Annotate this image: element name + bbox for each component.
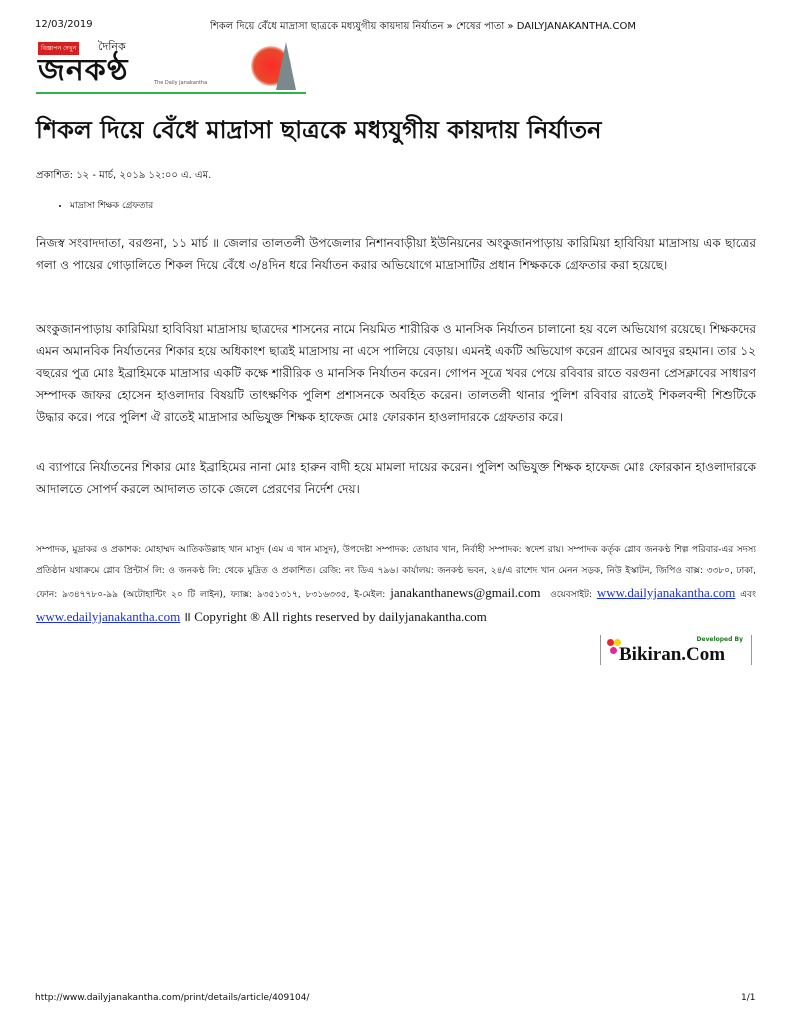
website-link[interactable]: www.dailyjanakantha.com xyxy=(596,585,736,600)
bullet-list xyxy=(56,198,153,213)
logo-english: The Daily Janakantha xyxy=(154,80,208,86)
imprint-text: সম্পাদক, মুদ্রাকর ও প্রকাশক: মোহাম্মদ আতিকউল্লাহ খান মাসুদ (এম এ খান মাসুদ), উপদেষ্টা সম্পাদক: তোয়াব খান, নির্বাহী সম্পাদক: স্বদেশ রায়। সম্পাদক কর্তৃক গ্লোব জনকণ্ঠ শিল্প পরিবার-এর সদস্য প্রতিষ্ঠান যথাক্রমে গ্লোব প্রিন্টার্স লি: ও জনকণ্ঠ লি: থেকে মুদ্রিত ও প্রকাশিত। রেজি: নং ডিএ ৭৯৬। কার্যালয়: জনকণ্ঠ ভবন, ২৪/এ রাশেদ খান মেনন সড়ক, নিউ ইস্কাটন, জিপিও বাক্স: ৩৩৮০, ঢাকা, ফোন: ৯৩৪৭৭৮০-৯৯ (অটোহান্টিং ২০ টি লাইন), ফ্যাক্স: ৯৩৫১৩১৭, ৮৩১৬৩৩৫, ই-মেইল: xyxy=(36,545,756,600)
print-url: http://www.dailyjanakantha.com/print/details/article/409104/ xyxy=(35,993,310,1003)
epaper-link[interactable]: www.edailyjanakantha.com xyxy=(36,609,181,624)
website-label: ওয়েবসাইট: xyxy=(550,590,592,600)
print-title: শিকল দিয়ে বেঁধে মাদ্রাসা ছাত্রকে মধ্যযুগীয় কায়দায় নির্যাতন » শেষের পাতা » DAILYJANAKANTHA.COM xyxy=(210,21,636,32)
copyright: ॥ Copyright ® All rights reserved by dailyjanakantha.com xyxy=(183,609,487,624)
paragraph-1: নিজস্ব সংবাদদাতা, বরগুনা, ১১ মার্চ ॥ জেলার তালতলী উপজেলার নিশানবাড়ীয়া ইউনিয়নের অংকুজানপাড়ায় কারিমিয়া হাবিবিয়া মাদ্রাসায় এক ছাত্রের গলা ও পায়ের গোড়ালিতে শিকল দিয়ে বেঁধে ৩/৪দিন ধরে নির্যাতন করার অভিযোগে মাদ্রাসাটির প্রধান শিক্ষককে গ্রেফতার করা হয়েছে। xyxy=(36,236,756,272)
headline: শিকল দিয়ে বেঁধে মাদ্রাসা ছাত্রকে মধ্যযুগীয় কায়দায় নির্যাতন xyxy=(36,116,602,144)
logo-dainik: দৈনিক xyxy=(98,40,126,53)
developed-by-label: Developed By xyxy=(696,636,743,643)
paragraph-2: অংকুজানপাড়ায় কারিমিয়া হাবিবিয়া মাদ্রাসায় ছাত্রদের শাসনের নামে নিয়মিত শারীরিক ও মানসিক নির্যাতন চালানো হয় বলে অভিযোগ রয়েছে। শিক্ষকদের এমন অমানবিক নির্যাতনের শিকার হয়ে অধিকাংশ ছাত্রই মাদ্রাসায় না এসে পালিয়ে বেড়ায়। এমনই একটি অভিযোগ করেন গ্রামের আবদুর রহমান। তার ১২ বছরের পুত্র মোঃ ইব্রাহিমকে মাদ্রাসার একটি কক্ষে শারীরিক ও মানসিক নির্যাতন করেন। গোপন সূত্রে খবর পেয়ে রবিবার রাতে বরগুনা প্রেসক্লাবের সাধারণ সম্পাদক জাফর হোসেন হাওলাদার বিষয়টি তাৎক্ষণিক পুলিশ প্রশাসনকে অবহিত করেন। তালতলী থানার পুলিশ রবিবার রাতেই শিকলবন্দী শিশুটিকে উদ্ধার করে। পরে পুলিশ ঐ রাতেই মাদ্রাসার অভিযুক্ত শিক্ষক হাফেজ মোঃ ফোরকান হাওলাদারকে গ্রেফতার করে। xyxy=(36,322,756,424)
paragraph-3: এ ব্যাপারে নির্যাতনের শিকার মোঃ ইব্রাহিমের নানা মোঃ হারুন বাদী হয়ে মামলা দায়ের করেন। পুলিশ অভিযুক্ত শিক্ষক হাফেজ মোঃ ফোরকান হাওলাদারকে আদালতে সোপর্দ করলে আদালত তাকে জেলে প্রেরণের নির্দেশ দেয়। xyxy=(36,460,756,496)
logo-name: জনকণ্ঠ xyxy=(38,53,129,88)
and-text: এবং xyxy=(740,590,756,600)
developer-badge[interactable] xyxy=(600,635,752,665)
logo-tag: বিজ্ঞাপন দেখুন xyxy=(38,42,79,55)
janakantha-logo[interactable] xyxy=(36,40,306,94)
developer-name: Bikiran.Com xyxy=(619,644,726,665)
email: janakanthanews@gmail.com xyxy=(390,585,541,600)
published-date: প্রকাশিত: ১২ - মার্চ, ২০১৯ ১২:০০ এ. এম. xyxy=(36,170,212,181)
imprint xyxy=(36,540,756,630)
monument-icon xyxy=(276,42,296,90)
print-date: 12/03/2019 xyxy=(35,19,93,30)
bullet-item: • মাদ্রাসা শিক্ষক গ্রেফতার xyxy=(70,198,153,213)
page-number: 1/1 xyxy=(741,993,756,1003)
